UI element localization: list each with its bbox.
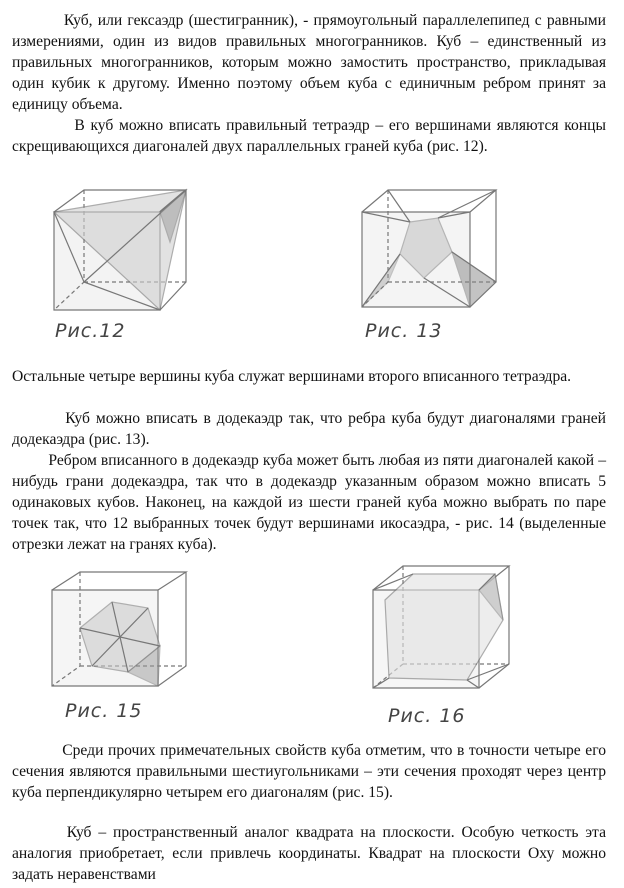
paragraph-icosahedron: Ребром вписанного в додекаэдр куба может быть любая из пяти диагоналей какой – нибудь грани додекаэдра, так что в додекаэдр указанным образом можно вписать 5 одинаковых кубов. Наконец, на каждой из шести граней куба можно выбрать по паре точек так, что 12 выбранных точек будут вершинами икосаэдра, - рис. 14 (выделенные отрезки лежат на гранях куба). (12, 452, 606, 553)
paragraph-tetrahedron: В куб можно вписать правильный тетраэдр – его вершинами являются концы скрещивающихся диагоналей двух параллельных граней куба (рис. 12). (12, 117, 606, 155)
figure-15-cube-hexagon-section (30, 568, 200, 698)
paragraph-cube-in-dodecahedron: Куб можно вписать в додекаэдр так, что ребра куба будут диагоналями граней додекаэдра (рис. 13). (12, 410, 606, 448)
figure-16-cube-truncated (355, 560, 525, 695)
paragraph-cube-definition: Куб, или гексаэдр (шестигранник), - прямоугольный параллелепипед с равными измерениями, один из видов правильных многогранников. Куб – единственный из правильных многогранников, которым можно замостить пространство, прикладывая один кубик к другому. Именно поэтому объем куба с единичным ребром принят за единицу объема. (12, 12, 606, 113)
figure-12-cube-tetrahedron (40, 182, 200, 332)
figure-12-caption: Рис.12 (55, 320, 126, 342)
paragraph-second-tetrahedron: Остальные четыре вершины куба служат вершинами второго вписанного тетраэдра. (12, 368, 572, 385)
paragraph-square-analogy: Куб – пространственный аналог квадрата на плоскости. Особую четкость эта аналогия приобретает, если привлечь координаты. Квадрат на плоскости Оху можно задать неравенствами (12, 824, 606, 883)
figure-15-caption: Рис. 15 (65, 700, 143, 722)
figure-13-caption: Рис. 13 (365, 320, 443, 342)
figure-13-cube-dodecahedron (340, 182, 510, 322)
paragraph-hexagonal-sections: Среди прочих примечательных свойств куба отметим, что в точности четыре его сечения являются правильными шестиугольниками – эти сечения проходят через центр куба перпендикулярно четырем его диагоналям (рис. 15). (12, 742, 606, 801)
figure-16-caption: Рис. 16 (388, 705, 466, 727)
